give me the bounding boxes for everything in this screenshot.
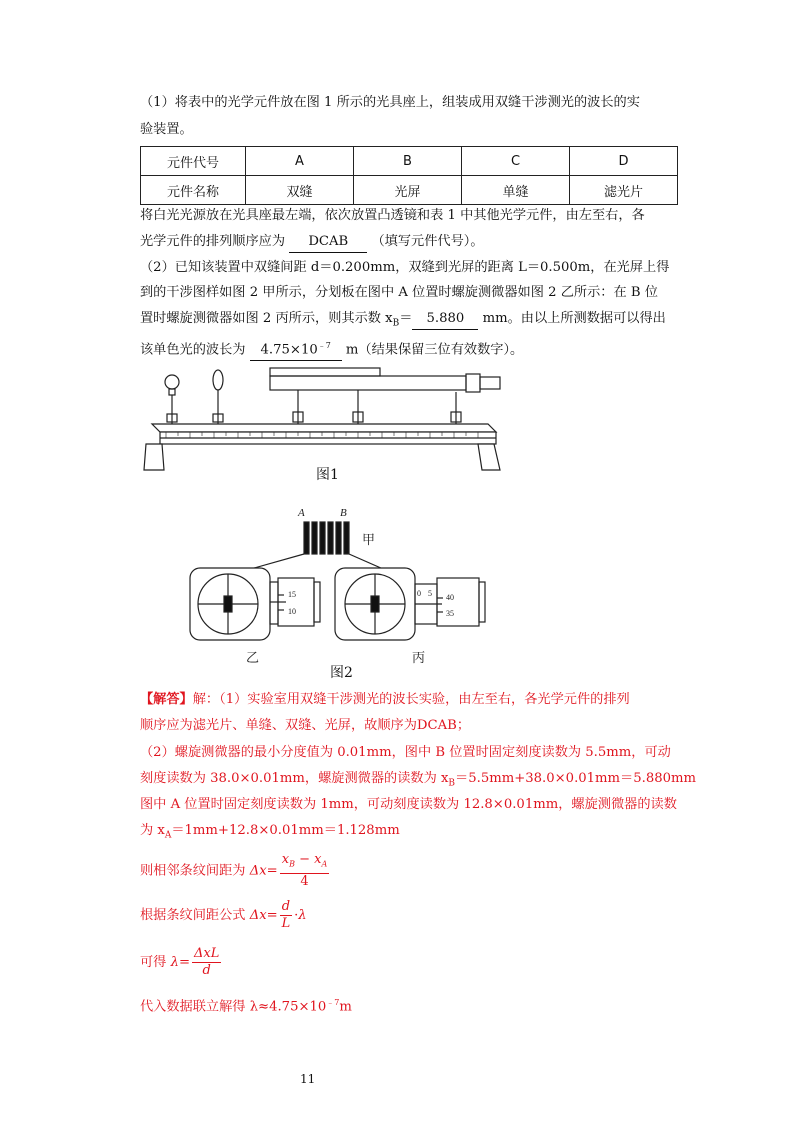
formula-spacing: 则相邻条纹间距为 Δx= $\frac{x_B - x_A}{4}$ [140,852,328,889]
text: 光学元件的排列顺序应为 [140,234,286,249]
text: 则相邻条纹间距为 [140,863,246,879]
subscript: B [448,778,456,789]
formula-lambda: 可得 λ= $\frac{\text{ΔxL}}{d}$ [140,946,220,978]
answer-blank-order: DCAB [289,232,367,253]
table-cell: 单缝 [462,176,570,205]
text: 代入数据联立解得 λ≈4.75×10 [140,999,327,1015]
table-cell: 滤光片 [570,176,678,205]
figure2-caption: 图2 [330,665,353,681]
superscript: ﹣7 [326,998,340,1007]
text: 为 x [140,823,165,838]
answer-line4 [140,769,696,794]
table-cell: B [354,147,462,176]
text: 刻度读数为 38.0×0.01mm，螺旋测微器的读数为 x [140,771,449,786]
text: （填写元件代号）。 [371,234,484,249]
text: 4.75×10 [260,342,318,358]
formula-fringe: 根据条纹间距公式 Δx= $\frac{d}{L}$ ·λ [140,899,307,931]
yi-scale-upper: 15 [288,590,296,599]
component-table [140,146,678,205]
label-jia: 甲 [362,532,376,547]
table-cell: 光屏 [354,176,462,205]
bing-scale-upper: 40 [446,593,454,602]
subscript: B [392,318,400,329]
table-cell: C [462,147,570,176]
answer-line5: 图中 A 位置时固定刻度读数为 1mm，可动刻度读数为 12.8×0.01mm，螺旋测微器的读数 [140,797,677,812]
label-b: B [340,507,347,519]
answer-line3: （2）螺旋测微器的最小分度值为 0.01mm，图中 B 位置时固定刻度读数为 5.5mm，可动 [140,745,671,760]
yi-scale-lower: 10 [288,607,296,616]
q2-line3 [140,309,666,334]
answer-tag: 【解答】 [140,692,193,707]
answer-line2: 顺序应为滤光片、单缝、双缝、光屏，故顺序为DCAB； [140,718,471,733]
text: 该单色光的波长为 [140,342,246,358]
text: ＝5.5mm+38.0×0.01mm＝5.880mm [455,771,697,786]
text: 可得 [140,955,167,970]
label-yi: 乙 [246,650,260,665]
text: 解：（1）实验室用双缝干涉测光的波长实验，由左至右，各光学元件的排列 [192,692,630,707]
figure1-caption: 图1 [316,467,339,483]
answer-blank-xb: 5.880 [412,309,478,330]
bing-scale-lower: 35 [446,609,454,618]
q2-line1: （2）已知该装置中双缝间距 d＝0.200mm，双缝到光屏的距离 L＝0.500m，在光屏上得 [140,260,670,275]
text: m（结果保留三位有效数字）。 [345,342,524,358]
q2-line2: 到的干涉图样如图 2 甲所示，分划板在图中 A 位置时螺旋测微器如图 2 乙所示：在 B 位 [140,285,658,300]
bing-fixed-0: 0 [417,589,421,598]
after-table-line1: 将白光光源放在光具座最左端，依次放置凸透镜和表 1 中其他光学元件，由左至右，各 [140,208,645,223]
after-table-line2 [140,232,484,253]
text: 根据条纹间距公式 [140,908,246,923]
subscript: A [164,830,172,841]
table-cell: 元件代号 [141,147,246,176]
table-row [141,176,678,205]
micrometer-figure [180,500,500,665]
q2-line4 [140,336,523,361]
answer-final [140,993,352,1017]
table-cell: 元件名称 [141,176,246,205]
label-bing: 丙 [412,650,426,665]
table-cell: 双缝 [246,176,354,205]
text: ＝ [399,311,413,326]
text: mm。由以上所测数据可以得出 [482,311,666,326]
superscript: ﹣7 [317,341,331,350]
answer-line6 [140,821,400,846]
text: m [339,999,352,1015]
text: ＝1mm+12.8×0.01mm＝1.128mm [171,823,400,838]
table-cell: A [246,147,354,176]
table-cell: D [570,147,678,176]
q1-line2: 验装置。 [140,122,193,137]
page-number: 11 [300,1072,316,1086]
label-a: A [298,507,305,519]
bing-fixed-5: 5 [428,589,432,598]
answer-blank-wavelength [250,336,342,361]
answer-line1 [140,690,630,710]
q1-line1: （1）将表中的光学元件放在图 1 所示的光具座上，组装成用双缝干涉测光的波长的实 [140,95,640,110]
table-row [141,147,678,176]
text: 置时螺旋测微器如图 2 丙所示，则其示数 x [140,311,393,326]
